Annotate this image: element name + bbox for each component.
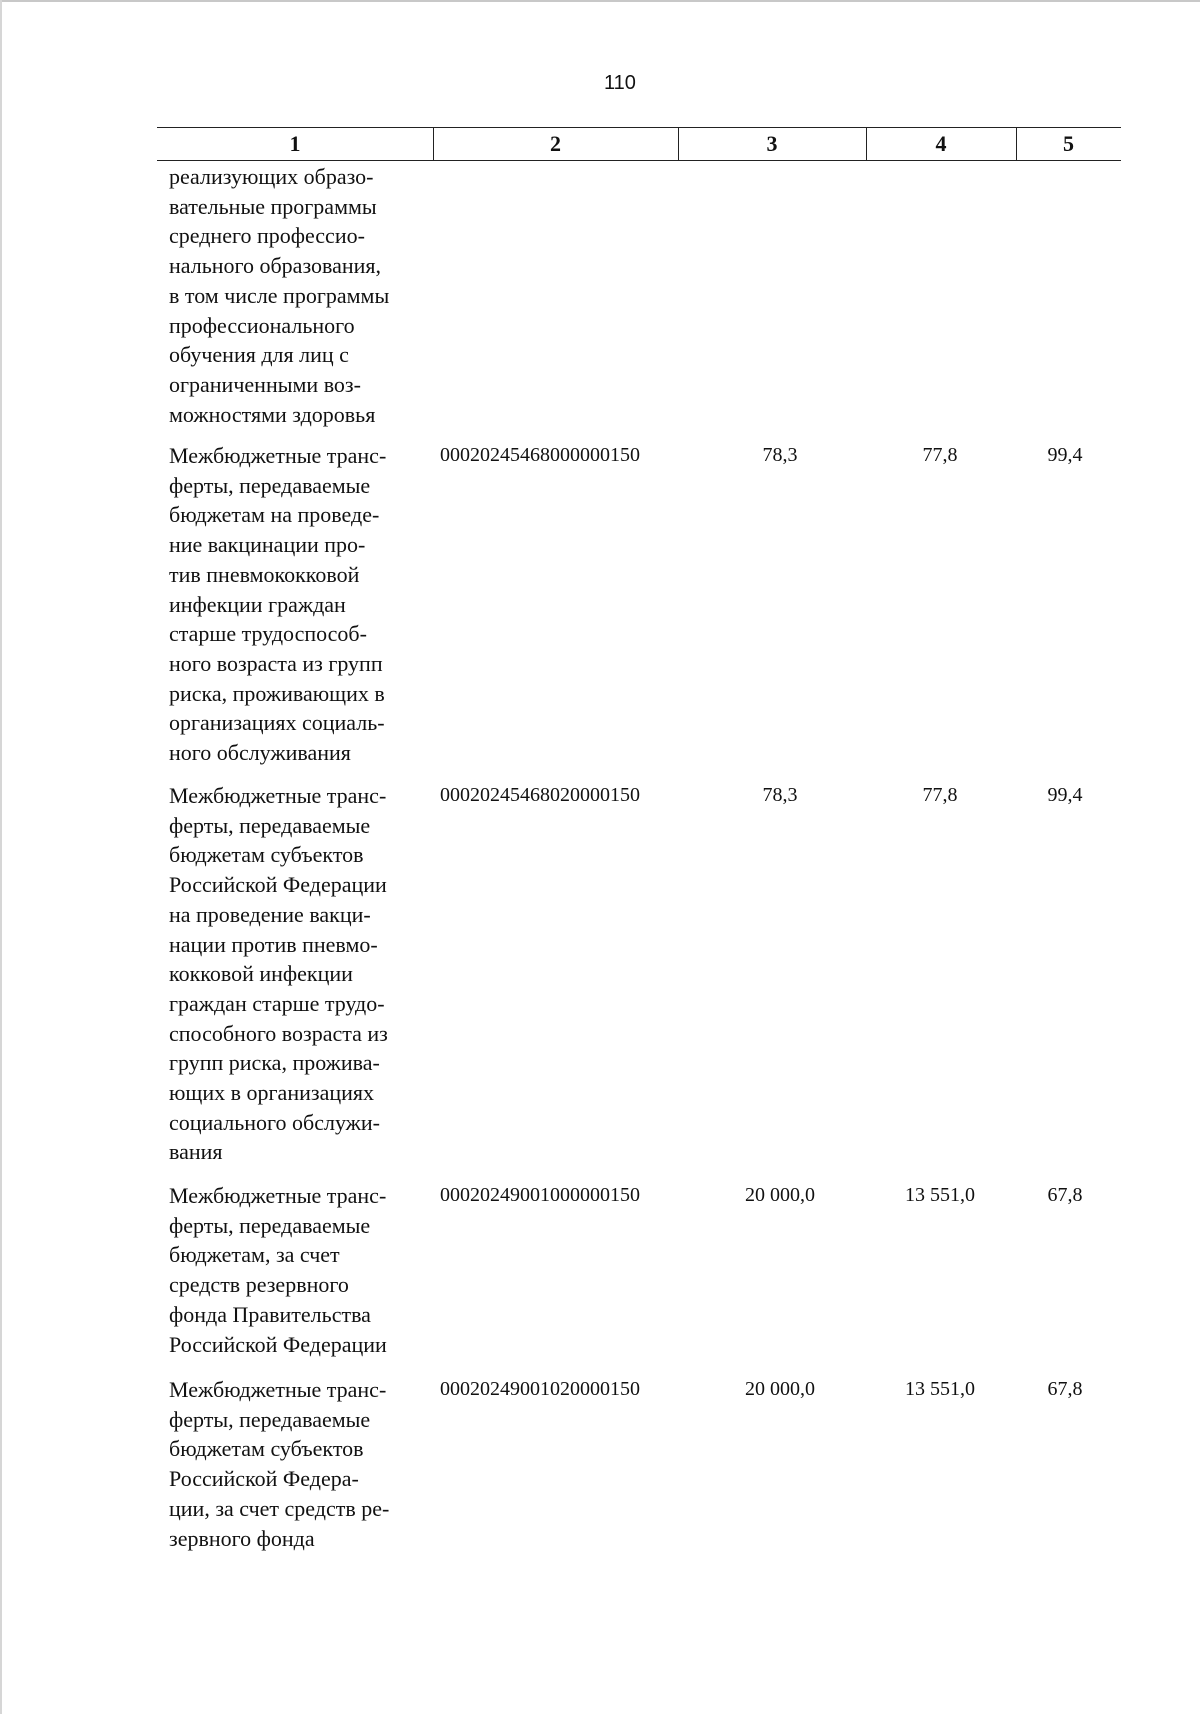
row-value-col3: 78,3 — [762, 444, 798, 466]
row-value-col3: 20 000,0 — [745, 1378, 815, 1400]
row-value-col4: 77,8 — [922, 784, 958, 806]
row-value-col4: 13 551,0 — [905, 1184, 975, 1206]
row-value-col3: 20 000,0 — [745, 1184, 815, 1206]
row-description: Межбюджетные транс- ферты, передаваемые бюджетам субъектов Российской Федерации на проведение вакци- нации против пневмо- кокковой инфекции граждан старше трудо- способного возраста из групп риска, прожива- ющих в организациях социального обслужи- вания — [169, 783, 388, 1165]
row-description: Межбюджетные транс- ферты, передаваемые бюджетам субъектов Российской Федера- ции, за счет средств ре- зервного фонда — [169, 1377, 390, 1551]
row-description: Межбюджетные транс- ферты, передаваемые бюджетам на проведе- ние вакцинации про- тив пневмококковой инфекции граждан старше трудоспособ- ного возраста из групп риска, проживающих в организациях социаль- ного обслуживания — [169, 443, 387, 766]
row-code: 00020249001020000150 — [440, 1378, 640, 1400]
scan-edge-left — [0, 0, 2, 1714]
header-top-rule — [157, 127, 1121, 128]
row-value-col4: 77,8 — [922, 444, 958, 466]
row-value-col5: 99,4 — [1047, 784, 1083, 806]
page-number: 110 — [604, 72, 636, 94]
row-value-col5: 67,8 — [1047, 1378, 1083, 1400]
row-description: реализующих образо- вательные программы среднего профессио- нального образования, в том числе программы профессионального обучения для лиц с ограниченными воз- можностями здоровья — [169, 164, 390, 427]
scan-edge-top — [0, 0, 1200, 2]
header-col-2: 2 — [550, 131, 561, 156]
header-col-3: 3 — [766, 131, 778, 156]
header-col-5: 5 — [1063, 131, 1074, 156]
header-col-4: 4 — [935, 131, 947, 156]
header-col-1: 1 — [289, 131, 301, 156]
header-bottom-rule — [157, 160, 1121, 161]
row-value-col5: 99,4 — [1047, 444, 1083, 466]
row-code: 00020245468000000150 — [440, 444, 640, 466]
row-value-col5: 67,8 — [1047, 1184, 1083, 1206]
row-code: 00020249001000000150 — [440, 1184, 640, 1206]
row-value-col4: 13 551,0 — [905, 1378, 975, 1400]
row-description: Межбюджетные транс- ферты, передаваемые бюджетам, за счет средств резервного фонда Правительства Российской Федерации — [169, 1183, 387, 1357]
row-code: 00020245468020000150 — [440, 784, 640, 806]
row-value-col3: 78,3 — [762, 784, 798, 806]
